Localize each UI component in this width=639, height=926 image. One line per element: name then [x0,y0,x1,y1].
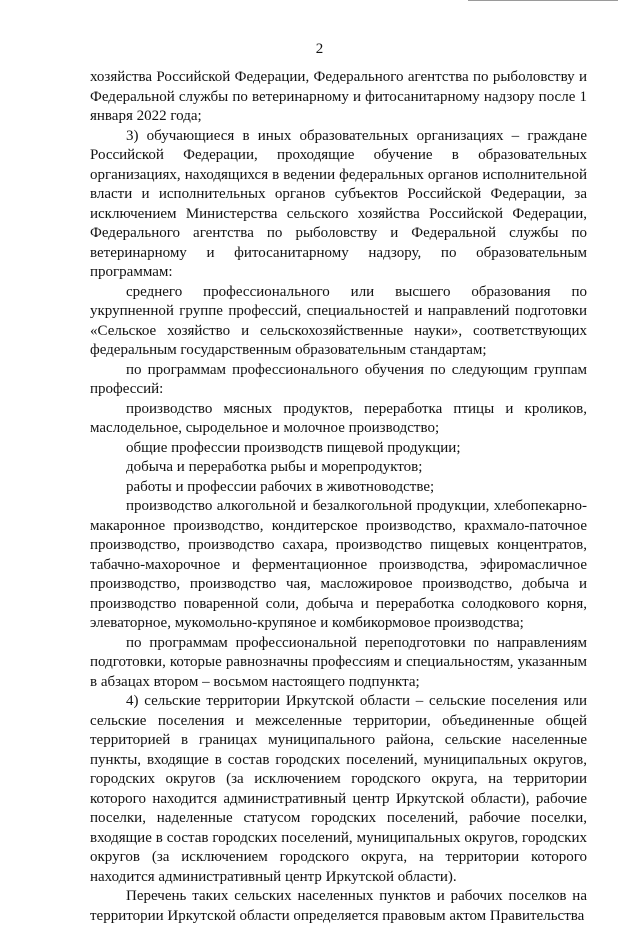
paragraph-food-production: производство алкогольной и безалкогольной продукции, хлебопекарно-макаронное производство, кондитерское производство, крахмало-паточное производство, производство сахара, производство пищевых концентратов, табачно-махорочное и ферментационное производства, эфиромасличное производство, производство чая, масложировое производство, добыча и производство поваренной соли, добыча и переработка солодкового корня, элеваторное, мукомольно-крупяное и комбикормовое производства; [90,498,587,631]
paragraph-fish: добыча и переработка рыбы и морепродуктов; [126,459,423,475]
paragraph-list-of-settlements: Перечень таких сельских населенных пунктов и рабочих поселков на территории Иркутской области определяется правовым актом Правительства [90,888,587,924]
paragraph-item-4: 4) сельские территории Иркутской области – сельские поселения или сельские поселения и межселенные территории, объединенные общей территорией в границах муниципального района, сельские населенные пункты, входящие в состав городских поселений, муниципальных округов, городских округов (за исключением городского округа, на территории которого находится административный центр Иркутской области), рабочие поселки, наделенные статусом городских поселений, рабочие поселки, входящие в состав городских поселений, муниципальных округов, городских округов (за исключением городского округа, на территории которого находится административный центр Иркутской области). [90,693,587,885]
paragraph-livestock: работы и профессии рабочих в животноводстве; [126,478,435,495]
paragraph-meat-dairy: производство мясных продуктов, переработка птицы и кроликов, маслодельное, сыродельное и молочное производство; [90,400,587,436]
paragraph-retraining: по программам профессиональной переподготовки по направлениям подготовки, которые равнозначны профессиям и специальностям, указанным в абзацах втором – восьмом настоящего подпункта; [90,634,587,690]
paragraph-food-general: общие профессии производств пищевой продукции; [126,439,461,456]
paragraph-continuation: хозяйства Российской Федерации, Федерального агентства по рыболовству и Федеральной службы по ветеринарному и фитосанитарному надзору после 1 января 2022 года; [90,69,587,124]
paragraph-secondary-higher-education: среднего профессионального или высшего образования по укрупненной группе профессий, специальностей и направлений подготовки «Сельское хозяйство и сельскохозяйственные науки», соответствующих федеральным государственным образовательным стандартам; [90,283,587,358]
document-body [90,68,587,926]
page-number: 2 [315,41,324,57]
paragraph-vocational-training: по программам профессионального обучения по следующим группам профессий: [90,361,587,397]
top-rule-line [468,0,618,1]
paragraph-item-3: 3) обучающиеся в иных образовательных организациях – граждане Российской Федерации, проходящие обучение в образовательных организациях, находящихся в ведении федеральных органов исполнительной власти и исполнительных органов субъектов Российской Федерации, за исключением Министерства сельского хозяйства Российской Федерации, Федерального агентства по рыболовству и Федеральной службы по ветеринарному и фитосанитарному надзору, по образовательным программам: [90,127,587,280]
